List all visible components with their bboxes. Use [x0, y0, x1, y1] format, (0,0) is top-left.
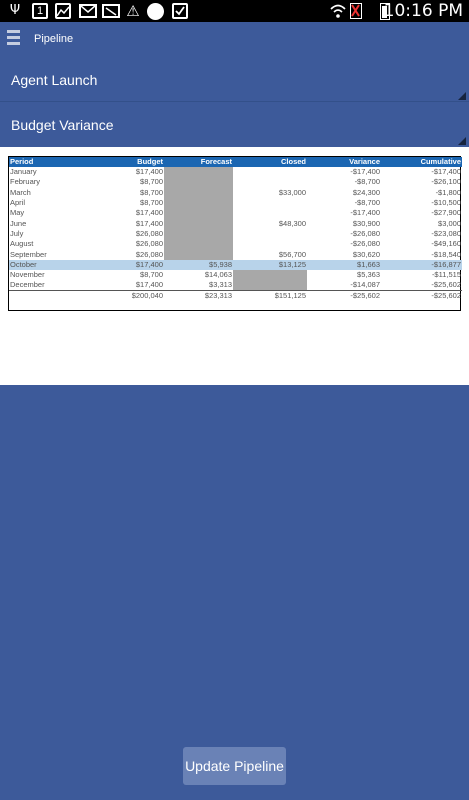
- cumulative-cell: -$27,900: [431, 208, 461, 218]
- column-header: Forecast: [164, 157, 233, 167]
- closed-cell: $48,300: [278, 218, 306, 228]
- variance-cell: -$8,700: [354, 198, 380, 208]
- total-label-cell: [9, 291, 69, 302]
- table-row[interactable]: [9, 280, 462, 291]
- period-cell: February: [10, 177, 41, 187]
- variance-cell: -$26,080: [350, 228, 380, 238]
- image-icon: [55, 3, 71, 19]
- forecast-cell: [164, 218, 233, 228]
- call-forward-icon: [102, 4, 120, 18]
- period-cell: September: [10, 249, 47, 259]
- forecast-cell: [164, 167, 233, 177]
- period-cell: October: [9, 260, 69, 270]
- report-spinner[interactable]: [0, 103, 469, 148]
- closed-cell: [233, 229, 307, 239]
- forecast-cell: [164, 249, 233, 259]
- cumulative-cell: -$25,602: [431, 280, 461, 290]
- table-row[interactable]: [9, 167, 462, 177]
- budget-cell: $8,700: [140, 270, 163, 280]
- column-header: Period: [9, 157, 69, 167]
- task-icon: [172, 3, 188, 19]
- cumulative-cell: -$49,160: [431, 239, 461, 249]
- notification-1-icon: 1: [32, 3, 48, 19]
- table-row[interactable]: [9, 270, 462, 280]
- mail-icon: [79, 4, 97, 18]
- budget-variance-table: [8, 156, 461, 311]
- cumulative-cell: $3,000: [438, 218, 461, 228]
- period-cell: April: [10, 198, 26, 208]
- agent-spinner[interactable]: [0, 58, 469, 103]
- cumulative-cell: -$23,080: [431, 228, 461, 238]
- budget-cell: $17,400: [135, 208, 163, 218]
- total-variance-cell: -$25,602: [307, 291, 381, 302]
- app-bar: [0, 22, 469, 57]
- column-header: Budget: [69, 157, 164, 167]
- report-spinner-label: Budget Variance: [11, 117, 114, 133]
- closed-cell: [233, 177, 307, 187]
- divider: [0, 101, 469, 102]
- period-cell: May: [10, 208, 25, 218]
- closed-cell: [233, 198, 307, 208]
- no-sim-icon: [350, 3, 362, 19]
- forecast-cell: $14,063: [204, 270, 232, 280]
- update-pipeline-button[interactable]: Update Pipeline: [183, 747, 286, 785]
- forecast-cell: $3,313: [209, 280, 232, 290]
- closed-cell: [233, 270, 307, 280]
- forecast-cell: [164, 229, 233, 239]
- cumulative-cell: -$10,500: [431, 198, 461, 208]
- forecast-cell: [164, 188, 233, 198]
- forecast-cell: [164, 177, 233, 187]
- table-row[interactable]: [9, 208, 462, 218]
- cumulative-cell: -$1,800: [435, 187, 461, 197]
- total-budget-cell: $200,040: [69, 291, 164, 302]
- variance-cell: -$17,400: [350, 208, 380, 218]
- cumulative-cell: -$26,100: [431, 177, 461, 187]
- period-cell: January: [10, 167, 37, 177]
- variance-cell: -$17,400: [350, 167, 380, 177]
- column-header: Closed: [233, 157, 307, 167]
- budget-cell: $17,400: [135, 218, 163, 228]
- table-row[interactable]: [9, 218, 462, 228]
- total-forecast-cell: $23,313: [164, 291, 233, 302]
- table-row[interactable]: [9, 249, 462, 259]
- period-cell: August: [10, 239, 34, 249]
- dropdown-arrow-icon: [458, 137, 466, 145]
- variance-cell: -$26,080: [350, 239, 380, 249]
- period-cell: November: [10, 270, 45, 280]
- status-bar: [0, 0, 469, 22]
- closed-cell: $33,000: [278, 187, 306, 197]
- report-panel: [0, 147, 469, 385]
- budget-cell: $17,400: [135, 167, 163, 177]
- hamburger-icon[interactable]: [7, 30, 20, 48]
- table-row[interactable]: [9, 188, 462, 198]
- table-header-row: [9, 157, 462, 167]
- forecast-cell: [164, 208, 233, 218]
- budget-cell: $8,700: [140, 187, 163, 197]
- table-row[interactable]: [9, 239, 462, 249]
- closed-cell: $13,125: [233, 260, 307, 270]
- column-header: Variance: [307, 157, 381, 167]
- budget-cell: $26,080: [135, 228, 163, 238]
- table-row-current[interactable]: [9, 260, 462, 270]
- budget-cell: $8,700: [140, 198, 163, 208]
- cumulative-cell: -$11,515: [431, 270, 461, 280]
- app-title: Pipeline: [34, 33, 74, 45]
- dropdown-arrow-icon: [458, 92, 466, 100]
- totals-row: [9, 291, 462, 302]
- budget-cell: $17,400: [69, 260, 164, 270]
- forecast-cell: [164, 198, 233, 208]
- variance-cell: $30,620: [352, 249, 380, 259]
- variance-cell: -$14,087: [350, 280, 380, 290]
- table-row[interactable]: [9, 177, 462, 187]
- closed-cell: [233, 239, 307, 249]
- total-cumulative-cell: -$25,602: [381, 291, 462, 302]
- closed-cell: [233, 167, 307, 177]
- cumulative-cell: -$17,400: [431, 167, 461, 177]
- total-closed-cell: $151,125: [233, 291, 307, 302]
- period-cell: June: [10, 218, 27, 228]
- forecast-cell: [164, 239, 233, 249]
- budget-cell: $17,400: [135, 280, 163, 290]
- variance-cell: $5,363: [357, 270, 380, 280]
- variance-cell: $24,300: [352, 187, 380, 197]
- column-header: Cumulative: [381, 157, 462, 167]
- period-cell: December: [10, 280, 45, 290]
- variance-cell: $30,900: [352, 218, 380, 228]
- table-row[interactable]: [9, 229, 462, 239]
- forecast-cell: $5,938: [164, 260, 233, 270]
- wifi-icon: [330, 3, 346, 19]
- closed-cell: [233, 280, 307, 291]
- budget-cell: $8,700: [140, 177, 163, 187]
- budget-cell: $26,080: [135, 249, 163, 259]
- period-cell: March: [10, 187, 31, 197]
- usb-icon: Ψ: [9, 3, 21, 18]
- period-cell: July: [10, 228, 24, 238]
- update-icon: [147, 3, 164, 20]
- cumulative-cell: -$16,877: [381, 260, 462, 270]
- table-row[interactable]: [9, 198, 462, 208]
- cumulative-cell: -$18,540: [431, 249, 461, 259]
- budget-cell: $26,080: [135, 239, 163, 249]
- variance-cell: -$8,700: [354, 177, 380, 187]
- agent-spinner-label: Agent Launch: [11, 72, 98, 88]
- warning-icon: ⚠: [126, 2, 140, 20]
- clock: 10:16 PM: [383, 1, 463, 21]
- closed-cell: [233, 208, 307, 218]
- closed-cell: $56,700: [278, 249, 306, 259]
- variance-cell: $1,663: [307, 260, 381, 270]
